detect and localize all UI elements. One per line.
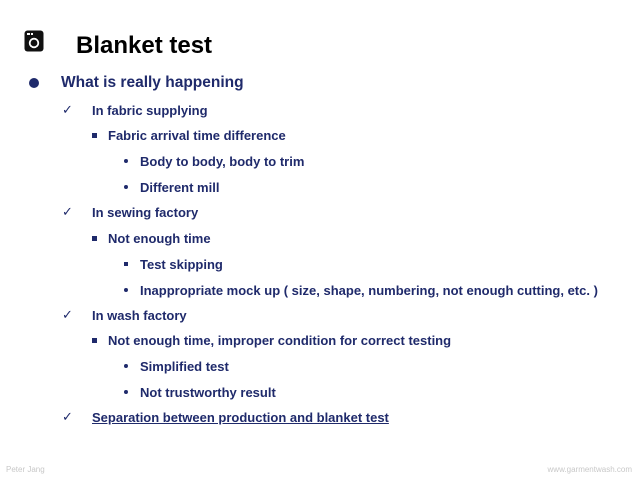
washing-machine-icon	[24, 30, 44, 52]
check-icon: ✓	[62, 102, 73, 117]
square-bullet	[92, 133, 97, 138]
slide-title: Blanket test	[76, 32, 213, 59]
section-label: In fabric supplying	[92, 103, 208, 118]
square-bullet	[92, 236, 97, 241]
subitem-label: Not trustworthy result	[140, 385, 276, 400]
dot-bullet	[124, 390, 128, 394]
subitem-label: Inappropriate mock up ( size, shape, numbering, not enough cutting, etc. )	[140, 283, 598, 298]
item-label: Not enough time	[108, 231, 211, 246]
check-icon: ✓	[62, 204, 73, 219]
subitem-label: Different mill	[140, 180, 220, 195]
check-icon: ✓	[62, 409, 73, 424]
heading-bullet	[29, 78, 39, 88]
section-label: In wash factory	[92, 308, 187, 323]
section-label-link[interactable]: Separation between production and blanket test	[92, 410, 389, 425]
footer-author: Peter Jang	[6, 465, 45, 474]
subitem-label: Simplified test	[140, 359, 229, 374]
square-bullet	[124, 262, 128, 266]
item-label: Not enough time, improper condition for correct testing	[108, 333, 452, 348]
check-icon: ✓	[62, 307, 73, 322]
dot-bullet	[124, 159, 128, 163]
subitem-label: Body to body, body to trim	[140, 154, 305, 169]
dot-bullet	[124, 185, 128, 189]
heading-text: What is really happening	[61, 74, 244, 91]
dot-bullet	[124, 364, 128, 368]
section-label: In sewing factory	[92, 205, 199, 220]
item-label: Fabric arrival time difference	[108, 128, 286, 143]
dot-bullet	[124, 288, 128, 292]
footer-website[interactable]: www.garmentwash.com	[547, 465, 632, 474]
square-bullet	[92, 338, 97, 343]
subitem-label: Test skipping	[140, 257, 223, 272]
